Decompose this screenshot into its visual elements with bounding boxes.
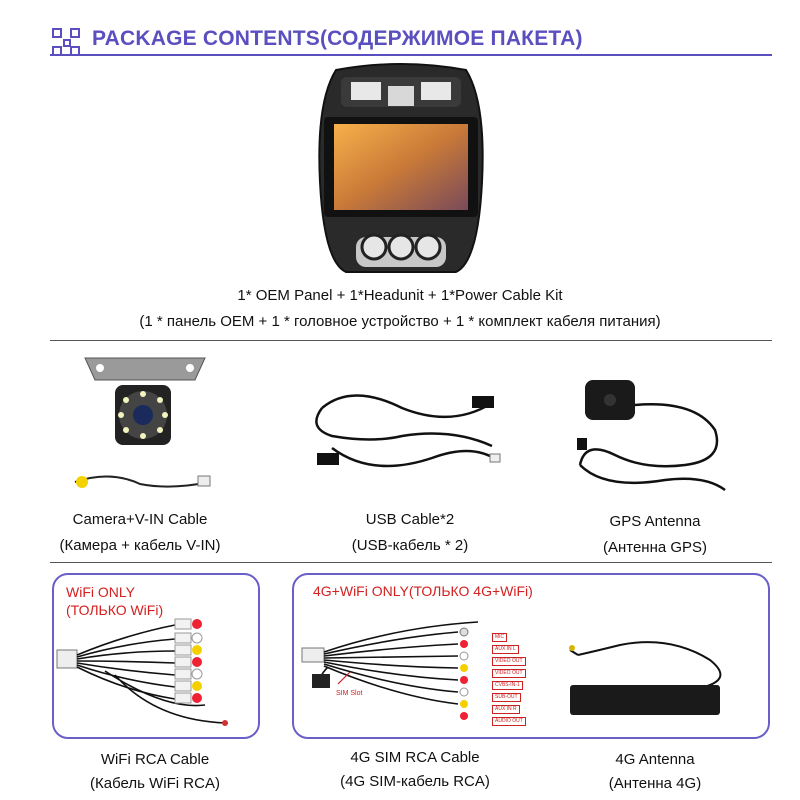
camera-caption-en: Camera+V-IN Cable <box>72 511 208 528</box>
section-divider <box>50 340 772 341</box>
usb-caption-en: USB Cable*2 <box>365 511 455 528</box>
wifi-rca-caption-ru: (Кабель WiFi RCA) <box>90 775 220 792</box>
rca-tag: SUB-OUT <box>492 693 521 702</box>
gps-antenna-image <box>575 370 735 500</box>
sim-slot-label: SIM Slot <box>336 690 363 697</box>
4g-sim-rca-caption-ru: (4G SIM-кабель RCA) <box>340 773 490 790</box>
rca-tag: MIC <box>492 633 507 642</box>
camera-caption-ru: (Камера + кабель V-IN) <box>59 537 221 554</box>
4g-antenna-caption-ru: (Антенна 4G) <box>608 775 702 792</box>
camera-image <box>70 350 220 500</box>
gps-caption-ru: (Антенна GPS) <box>602 539 708 556</box>
rca-tag: VIDEO OUT <box>492 657 526 666</box>
header-divider <box>50 54 772 56</box>
4g-antenna-caption-en: 4G Antenna <box>615 751 695 768</box>
usb-caption-ru: (USB-кабель * 2) <box>351 537 469 554</box>
wifi-rca-caption-en: WiFi RCA Cable <box>100 751 210 768</box>
wifi-only-label-ru: (ТОЛЬКО WiFi) <box>66 602 164 618</box>
rca-tag: AUX IN L <box>492 645 519 654</box>
rca-tag: AUDIO OUT <box>492 717 526 726</box>
headunit-panel-image <box>316 62 486 278</box>
4g-antenna-image <box>560 630 750 730</box>
4g-wifi-only-label: 4G+WiFi ONLY(ТОЛЬКО 4G+WiFi) <box>313 583 533 599</box>
4g-sim-rca-caption-en: 4G SIM RCA Cable <box>350 749 480 766</box>
rca-tag: VIDEO OUT <box>492 669 526 678</box>
wifi-rca-cable-image <box>55 605 255 735</box>
panel-caption-en: 1* OEM Panel + 1*Headunit + 1*Power Cable Kit <box>237 287 563 304</box>
page-title: PACKAGE CONTENTS(СОДЕРЖИМОЕ ПАКЕТА) <box>92 27 583 50</box>
rca-tag: CVBS-IN-1 <box>492 681 523 690</box>
gps-caption-en: GPS Antenna <box>609 513 701 530</box>
panel-caption-ru: (1 * панель OEM + 1 * головное устройство + 1 * комплект кабеля питания) <box>139 313 661 330</box>
section-divider <box>50 562 772 563</box>
usb-cable-image <box>312 388 507 478</box>
wifi-only-label: WiFi ONLY <box>66 584 135 600</box>
rca-tag: AUX IN R <box>492 705 520 714</box>
